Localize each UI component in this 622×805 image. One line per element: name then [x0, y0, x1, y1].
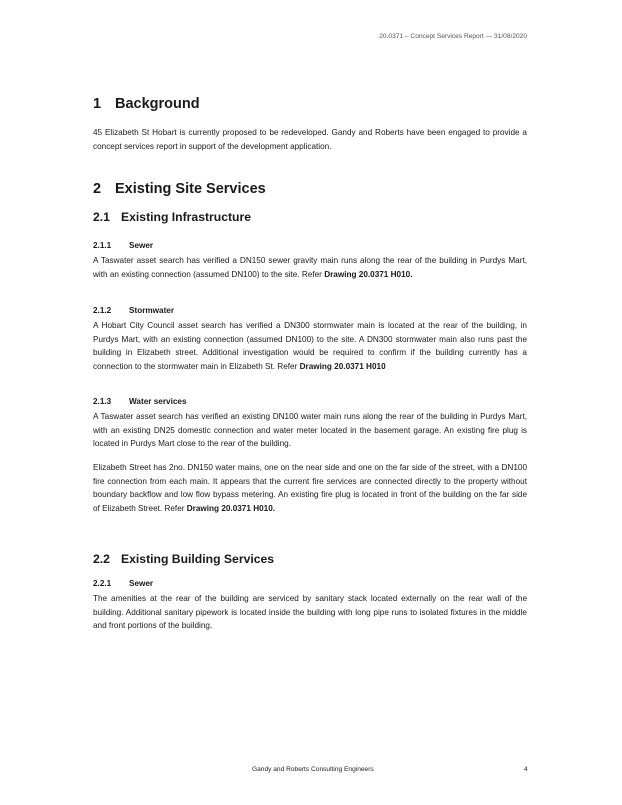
section-number: 1 — [93, 96, 102, 112]
water-paragraph-1: A Taswater asset search has verified an existing DN100 water main runs along the rear of the building in Purdys Mart, with an existing DN25 domestic connection and water meter located in the basement garage. An existing fire plug is located in Purdys Mart close to the rear of the building. — [93, 412, 527, 449]
section-number: 2.1.3 — [93, 397, 112, 406]
section-2-1-2-heading — [93, 306, 174, 315]
section-number: 2 — [93, 181, 102, 197]
drawing-reference: Drawing 20.0371 H010. — [186, 503, 276, 513]
section-title: Water services — [129, 397, 187, 406]
building-sewer-paragraph: The amenities at the rear of the building are serviced by sanitary stack located externally on the rear wall of the building. Additional sanitary pipework is located inside the building with long pipe runs to isolated fixtures in the middle and front portions of the building. — [93, 594, 527, 631]
background-paragraph: 45 Elizabeth St Hobart is currently proposed to be redeveloped. Gandy and Roberts have been engaged to provide a concept services report in support of the development application. — [93, 128, 527, 151]
drawing-reference: Drawing 20.0371 H010 — [299, 361, 386, 371]
section-title: Existing Infrastructure — [121, 210, 252, 224]
section-number: 2.1.1 — [93, 241, 112, 250]
section-2-1-3-heading — [93, 397, 187, 406]
section-2-1-heading — [93, 210, 251, 224]
section-number: 2.1 — [93, 210, 110, 224]
section-1-heading — [93, 96, 200, 112]
running-header: 20.0371 – Concept Services Report — 31/08/2020 — [379, 33, 527, 40]
sewer-paragraph — [93, 254, 527, 281]
section-title: Existing Building Services — [121, 552, 275, 566]
water-text: Elizabeth Street has 2no. DN150 water mains, one on the near side and one on the far side of the street, with a DN100 fire connection from each main. It appears that the current fire services are connected directly to the property without boundary backflow and low flow bypass metering. An existing fire plug is located in front of the building on the far side of Elizabeth Street. Refer — [93, 463, 527, 513]
sewer-text: A Taswater asset search has verified a DN150 sewer gravity main runs along the rear of the building in Purdys Mart, with an existing connection (assumed DN100) to the site. Refer — [93, 256, 527, 279]
section-title: Stormwater — [129, 306, 175, 315]
section-title: Background — [115, 96, 200, 112]
section-2-2-1-heading — [93, 579, 153, 588]
section-title: Sewer — [129, 241, 154, 250]
page-number: 4 — [524, 766, 528, 773]
water-paragraph-2 — [93, 461, 527, 515]
section-title: Existing Site Services — [115, 181, 266, 197]
section-2-1-1-heading — [93, 241, 153, 250]
section-number: 2.2 — [93, 552, 110, 566]
stormwater-text: A Hobart City Council asset search has verified a DN300 stormwater main is located at the rear of the building, in Purdys Mart, with an existing connection (assumed DN100) to the site. A DN300 stormwater main also runs past the building in Elizabeth street. Additional investigation would be required to confirm if the building currently has a connection to the stormwater main in Elizabeth St. Refer — [93, 321, 527, 371]
section-number: 2.1.2 — [93, 306, 112, 315]
section-2-heading — [93, 181, 266, 197]
drawing-reference: Drawing 20.0371 H010. — [324, 269, 413, 279]
stormwater-paragraph — [93, 319, 527, 373]
section-title: Sewer — [129, 579, 154, 588]
footer-company: Gandy and Roberts Consulting Engineers — [252, 766, 374, 773]
section-2-2-heading — [93, 552, 274, 566]
section-number: 2.2.1 — [93, 579, 112, 588]
